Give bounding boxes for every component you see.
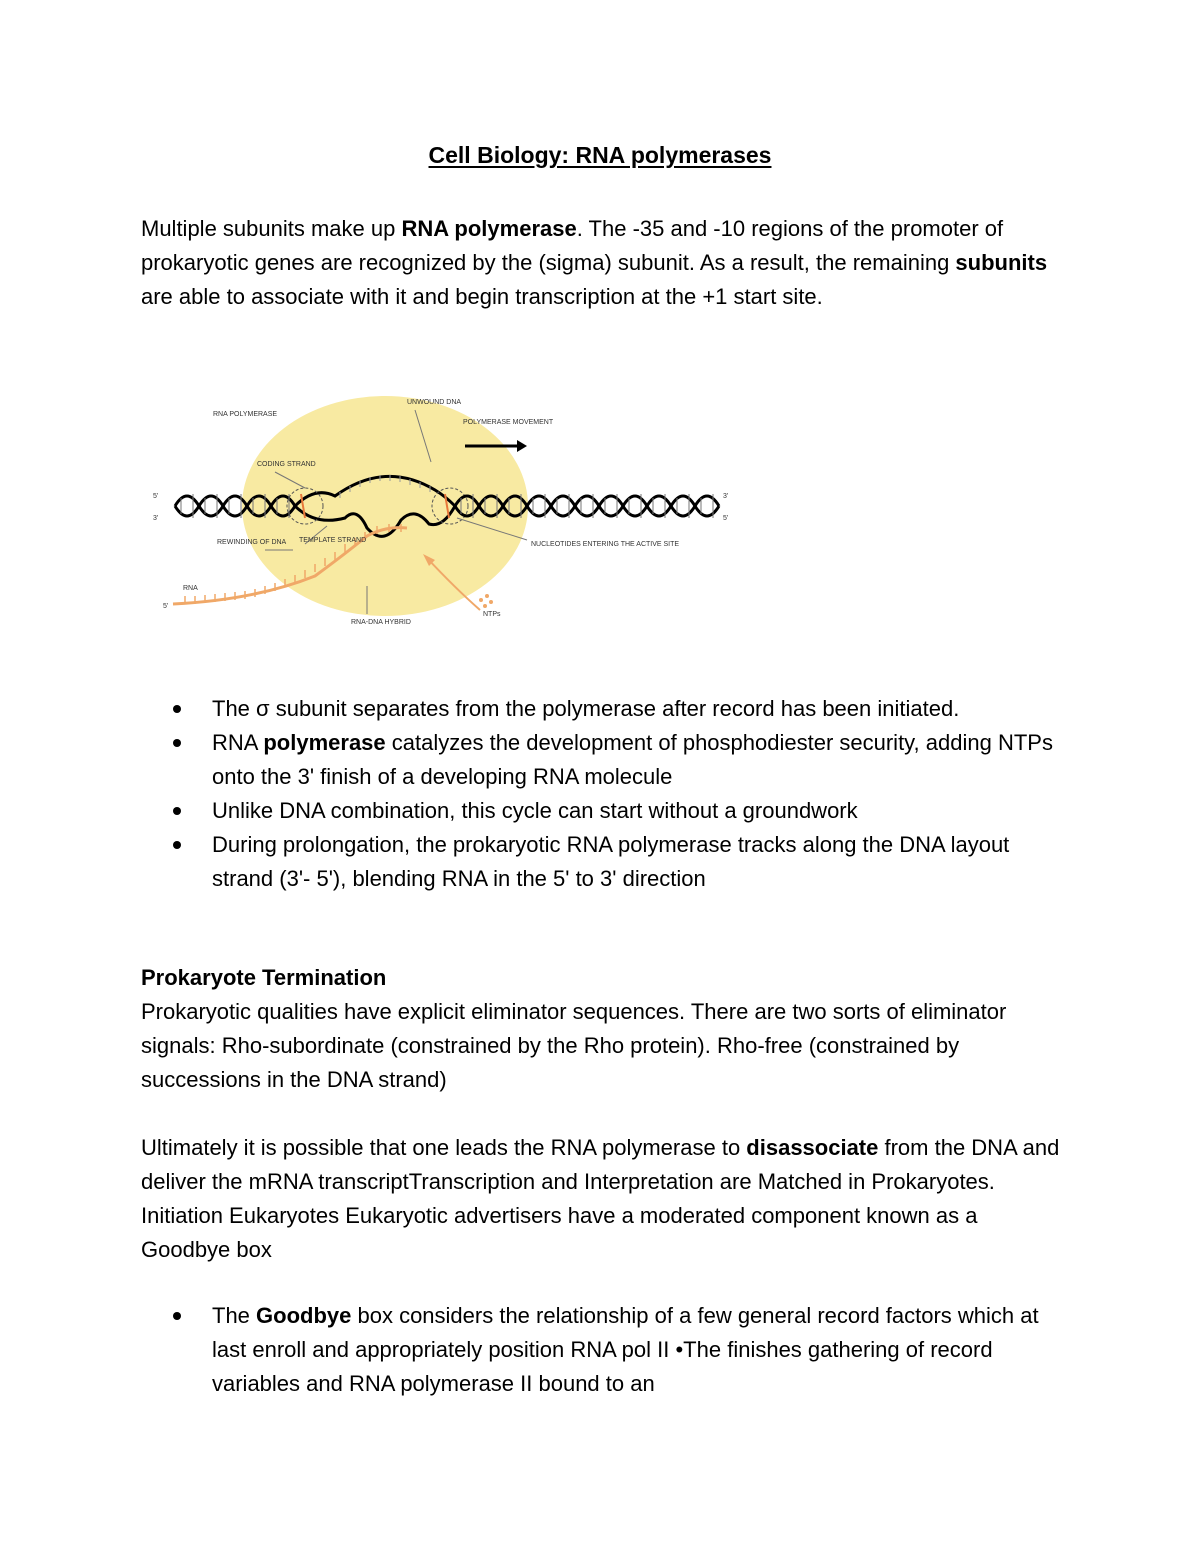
list-item-text: The — [212, 1303, 257, 1328]
list-item — [141, 828, 1071, 896]
label-coding-strand: CODING STRAND — [257, 461, 316, 468]
bullet-list-1 — [141, 692, 1071, 896]
termination-paragraph: Prokaryotic qualities have explicit eliminator sequences. There are two sorts of eliminator signals: Rho-subordinate (constrained by the Rho protein). Rho-free (constrained by successions in the DNA strand) — [141, 999, 1007, 1092]
intro-text-1: Multiple subunits make up — [141, 216, 402, 241]
label-rna-polymerase: RNA POLYMERASE — [213, 411, 278, 418]
label-end-5-left: 5' — [153, 493, 159, 500]
label-end-rna: 5' — [163, 603, 169, 610]
page-title: Cell Biology: RNA polymerases — [428, 142, 772, 168]
list-item — [141, 726, 1071, 794]
list-item-text: RNA — [212, 730, 264, 755]
label-rna-dna-hybrid: RNA-DNA HYBRID — [351, 619, 411, 626]
intro-text-3: are able to associate with it and begin transcription at the +1 start site. — [141, 284, 823, 309]
bullet-list-2 — [141, 1299, 1071, 1401]
list-item-bold: polymerase — [263, 730, 386, 755]
intro-bold-rna-polymerase: RNA polymerase — [401, 216, 577, 241]
direction-arrowhead — [517, 440, 527, 452]
rna-polymerase-diagram — [145, 378, 735, 640]
ntp-dots — [479, 594, 493, 608]
list-item — [141, 1299, 1071, 1401]
intro-bold-subunits: subunits — [955, 250, 1048, 275]
label-end-3-right: 3' — [723, 493, 729, 500]
label-rewinding-dna: REWINDING OF DNA — [217, 539, 287, 546]
list-item-text: Unlike DNA combination, this cycle can start without a groundwork — [212, 798, 858, 823]
label-end-5-right: 5' — [723, 515, 729, 522]
list-item-text: box considers the relationship of a few general record factors which at last enroll and appropriately position RNA pol II •The finishes gathering of record variables and RNA polymerase II bound to an — [212, 1303, 1039, 1396]
label-ntps: NTPs — [483, 611, 501, 618]
label-end-3-left: 3' — [153, 515, 159, 522]
label-polymerase-movement: POLYMERASE MOVEMENT — [463, 419, 554, 426]
list-item-text: catalyzes the development of phosphodiester security, adding NTPs onto the 3' finish of a developing RNA molecule — [212, 730, 1053, 789]
para3-text-1: Ultimately it is possible that one leads the RNA polymerase to — [141, 1135, 747, 1160]
intro-paragraph — [141, 212, 1071, 314]
intro-text-2: . The -35 and -10 regions of the promoter of prokaryotic genes are recognized by the (sigma) subunit. As a result, the remaining — [141, 216, 1004, 275]
diagram-svg — [145, 378, 735, 640]
list-item-bold: Goodbye — [256, 1303, 352, 1328]
list-item — [141, 692, 1071, 726]
label-template-strand: TEMPLATE STRAND — [299, 537, 367, 544]
para3-text-2: from the DNA and deliver the mRNA transcriptTranscription and Interpretation are Matched in Prokaryotes. Initiation Eukaryotes Eukaryotic advertisers have a moderated component known as a Goodbye box — [141, 1135, 1060, 1262]
list-item — [141, 794, 1071, 828]
para3-bold-disassociate: disassociate — [746, 1135, 879, 1160]
label-unwound-dna: UNWOUND DNA — [407, 399, 462, 406]
list-item-text: During prolongation, the prokaryotic RNA polymerase tracks along the DNA layout strand (3'- 5'), blending RNA in the 5' to 3' direction — [212, 832, 1010, 891]
list-item-text: The σ subunit separates from the polymerase after record has been initiated. — [212, 696, 960, 721]
section-heading-termination: Prokaryote Termination — [141, 965, 387, 990]
label-rna: RNA — [183, 585, 198, 592]
label-nucleotides-entering: NUCLEOTIDES ENTERING THE ACTIVE SITE — [531, 541, 680, 548]
disassociate-paragraph — [141, 1131, 1071, 1267]
